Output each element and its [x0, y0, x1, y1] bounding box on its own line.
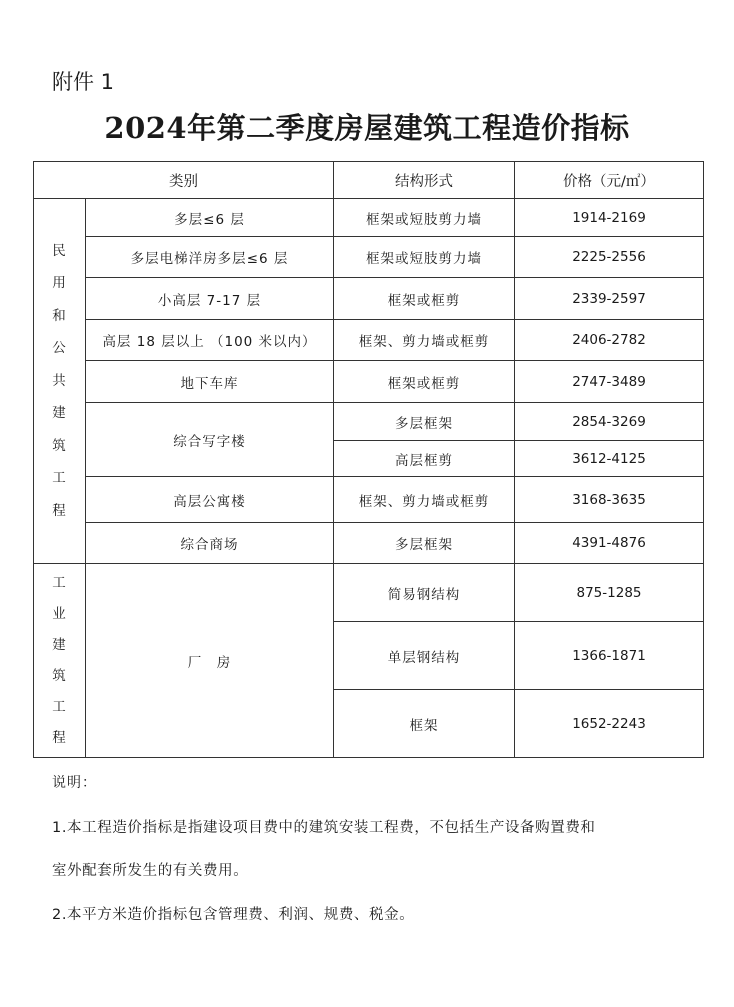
header-price: 价格（元/㎡）: [515, 162, 704, 199]
building-type: 小高层 7-17 层: [86, 278, 334, 320]
price-range: 1652-2243: [515, 690, 704, 758]
structure-form: 多层框架: [334, 523, 515, 564]
building-type: 综合写字楼: [86, 403, 334, 477]
note-line-1b: 室外配套所发生的有关费用。: [52, 863, 249, 879]
industrial-category-cell: [34, 564, 86, 758]
building-type: 高层 18 层以上 （100 米以内）: [86, 320, 334, 361]
table-row: [34, 278, 704, 320]
table-header-row: [34, 162, 704, 199]
building-type: 厂 房: [86, 564, 334, 758]
notes-heading: 说明：: [52, 775, 97, 791]
table-row: [34, 199, 704, 237]
page-title: 2024年第二季度房屋建筑工程造价指标: [104, 111, 630, 145]
price-range: 2225-2556: [515, 237, 704, 278]
price-range: 875-1285: [515, 564, 704, 622]
structure-form: 高层框剪: [334, 441, 515, 477]
civil-category-cell: [34, 199, 86, 564]
note-line-2: 2.本平方米造价指标包含管理费、利润、规费、税金。: [52, 907, 415, 923]
structure-form: 框架、剪力墙或框剪: [334, 477, 515, 523]
civil-category-label: 民 用 和 公 共 建 筑 工 程: [52, 242, 67, 519]
table-row: [34, 320, 704, 361]
structure-form: 框架或框剪: [334, 278, 515, 320]
structure-form: 框架或短肢剪力墙: [334, 199, 515, 237]
structure-form: 框架、剪力墙或框剪: [334, 320, 515, 361]
building-type: 综合商场: [86, 523, 334, 564]
price-range: 2339-2597: [515, 278, 704, 320]
table-row: [34, 523, 704, 564]
structure-form: 多层框架: [334, 403, 515, 441]
building-type: 地下车库: [86, 361, 334, 403]
price-range: 3168-3635: [515, 477, 704, 523]
structure-form: 框架: [334, 690, 515, 758]
price-range: 2854-3269: [515, 403, 704, 441]
building-type: 多层≤6 层: [86, 199, 334, 237]
structure-form: 框架或框剪: [334, 361, 515, 403]
price-range: 1914-2169: [515, 199, 704, 237]
table-row: [34, 403, 704, 441]
industrial-category-label: 工 业 建 筑 工 程: [52, 574, 67, 746]
note-line-1a: 1.本工程造价指标是指建设项目费中的建筑安装工程费，不包括生产设备购置费和: [52, 820, 596, 836]
table-row: [34, 237, 704, 278]
structure-form: 简易钢结构: [334, 564, 515, 622]
table-row: [34, 361, 704, 403]
table-row: [34, 477, 704, 523]
table-row: [34, 564, 704, 622]
attachment-label: 附件 1: [52, 70, 115, 94]
header-category: 类别: [34, 162, 334, 199]
price-range: 3612-4125: [515, 441, 704, 477]
building-type: 多层电梯洋房多层≤6 层: [86, 237, 334, 278]
price-range: 4391-4876: [515, 523, 704, 564]
cost-index-table: [33, 161, 704, 758]
structure-form: 单层钢结构: [334, 622, 515, 690]
building-type: 高层公寓楼: [86, 477, 334, 523]
price-range: 2747-3489: [515, 361, 704, 403]
header-structure: 结构形式: [334, 162, 515, 199]
price-range: 1366-1871: [515, 622, 704, 690]
price-range: 2406-2782: [515, 320, 704, 361]
structure-form: 框架或短肢剪力墙: [334, 237, 515, 278]
